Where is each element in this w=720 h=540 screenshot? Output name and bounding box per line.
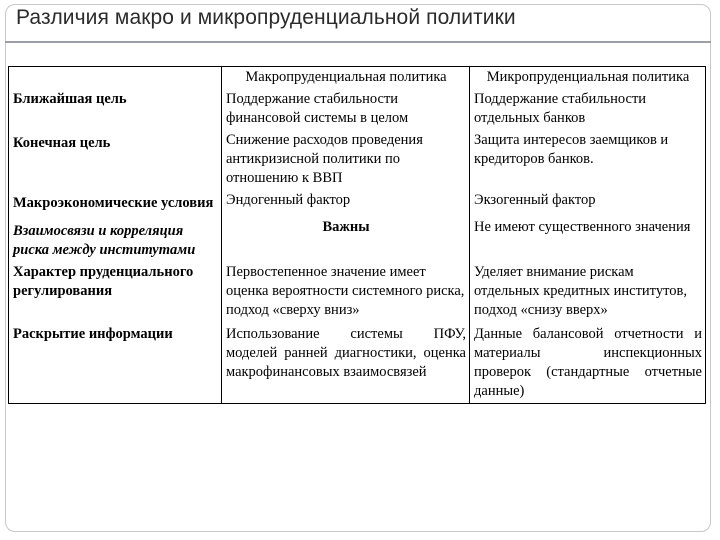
criterion-cell: Ближайшая цель bbox=[9, 89, 222, 130]
micro-cell: Экзогенный фактор bbox=[474, 192, 596, 208]
header-micro: Микропруденциальная политика bbox=[486, 69, 690, 85]
criterion-cell: Конечная цель bbox=[9, 130, 222, 190]
table-row bbox=[9, 215, 706, 262]
macro-cell: Важны bbox=[222, 215, 470, 262]
criterion-cell: Раскрытие информации bbox=[9, 322, 222, 404]
table-row bbox=[9, 262, 706, 322]
micro-cell: Уделяет внимание рискам отдельных кредитных институтов, подход «снизу вверх» bbox=[474, 264, 687, 318]
criterion-cell: Характер пруденциального регулирования bbox=[9, 262, 222, 322]
criterion-cell: Макроэкономические условия bbox=[9, 190, 222, 215]
criterion-cell: Взаимосвязи и корреляция риска между институтами bbox=[9, 215, 222, 262]
header-macro: Макропруденциальная политика bbox=[222, 67, 470, 90]
title-divider bbox=[5, 41, 711, 43]
macro-cell: Первостепенное значение имеет оценка вероятности системного риска, подход «сверху вниз» bbox=[222, 262, 470, 322]
slide-title: Различия макро и микропруденциальной политики bbox=[16, 6, 516, 29]
macro-cell: Поддержание стабильности финансовой системы в целом bbox=[222, 89, 470, 130]
table-header-row bbox=[9, 67, 706, 90]
macro-cell: Снижение расходов проведения антикризисной политики по отношению к ВВП bbox=[222, 130, 470, 190]
micro-cell: Поддержание стабильности отдельных банков bbox=[474, 91, 647, 126]
table-row bbox=[9, 89, 706, 130]
micro-cell: Данные балансовой отчетности и материалы инспекционных проверок (стандартные отчетные данные) bbox=[474, 326, 702, 399]
table-row bbox=[9, 130, 706, 190]
macro-cell: Использование системы ПФУ, моделей ранней диагностики, оценка макрофинансовых взаимосвязей bbox=[222, 322, 470, 404]
comparison-table bbox=[8, 66, 706, 404]
micro-cell: Защита интересов заемщиков и кредиторов банков. bbox=[474, 132, 669, 167]
macro-cell: Эндогенный фактор bbox=[222, 190, 470, 215]
micro-cell: Не имеют существенного значения bbox=[474, 219, 691, 235]
table-row bbox=[9, 190, 706, 215]
header-criterion bbox=[9, 67, 222, 90]
table-row bbox=[9, 322, 706, 404]
